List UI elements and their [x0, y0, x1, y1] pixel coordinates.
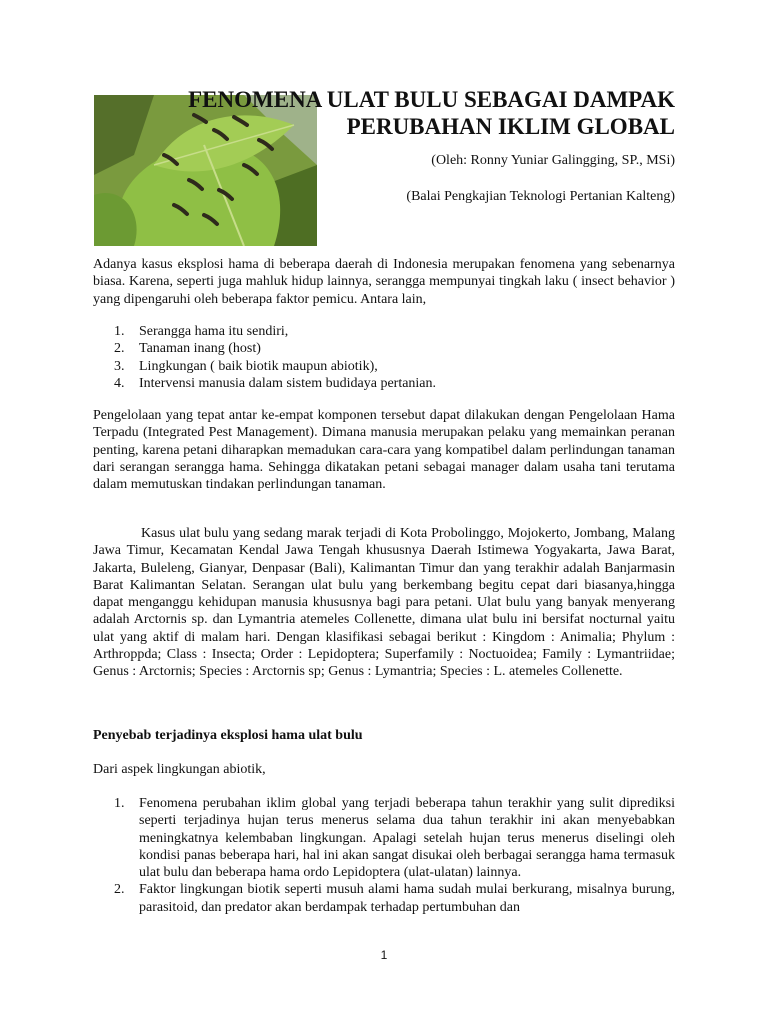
list-item: [93, 323, 675, 340]
list-number: 3.: [114, 358, 125, 374]
intro-paragraph: Adanya kasus eksplosi hama di beberapa daerah di Indonesia merupakan fenomena yang sebenarnya biasa. Karena, seperti juga mahluk hidup lainnya, serangga mempunyai tingkah laku ( insect behavior ) yang dipengaruhi oleh beberapa faktor pemicu. Antara lain,: [93, 257, 675, 307]
cause-list: [93, 795, 675, 916]
list-number: 2.: [114, 341, 125, 357]
author-line: (Oleh: Ronny Yuniar Galingging, SP., MSi): [431, 153, 675, 168]
list-item: [93, 358, 675, 375]
list-number: 4.: [114, 375, 125, 391]
list-text: Faktor lingkungan biotik seperti musuh alami hama sudah mulai berkurang, misalnya burung, parasitoid, dan predator akan berdampak terhadap pertumbuhan dan: [139, 882, 675, 915]
list-item: [93, 881, 675, 916]
list-text: Intervensi manusia dalam sistem budidaya pertanian.: [139, 375, 437, 391]
list-number: 1.: [114, 796, 125, 811]
list-item: [93, 340, 675, 357]
list-number: 2.: [114, 882, 125, 898]
section-heading: Penyebab terjadinya eksplosi hama ulat bulu: [93, 728, 363, 743]
list-text: Serangga hama itu sendiri,: [139, 324, 289, 339]
document-title: [160, 86, 675, 140]
factor-list: [93, 323, 675, 392]
list-item: [93, 795, 675, 881]
title-line-1: FENOMENA ULAT BULU SEBAGAI DAMPAK: [188, 87, 675, 112]
title-line-2: PERUBAHAN IKLIM GLOBAL: [346, 114, 675, 139]
abiotic-intro: Dari aspek lingkungan abiotik,: [93, 762, 266, 777]
list-item: [93, 375, 675, 392]
institution-line: (Balai Pengkajian Teknologi Pertanian Kalteng): [406, 189, 675, 204]
list-text: Lingkungan ( baik biotik maupun abiotik),: [139, 358, 378, 374]
management-paragraph: Pengelolaan yang tepat antar ke-empat komponen tersebut dapat dilakukan dengan Pengelolaan Hama Terpadu (Integrated Pest Management). Dimana manusia merupakan pelaku yang memainkan peranan penting, karena petani diharapkan memadukan cara-cara yang kompatibel dalam perlindungan tanaman dari serangan serangga hama. Sehingga dikatakan petani sebagai manager dalam usaha tani terutama dalam memutuskan tindakan perlindungan tanaman.: [93, 408, 675, 493]
list-text: Fenomena perubahan iklim global yang terjadi beberapa tahun terakhir yang sulit diprediksi seperti terjadinya hujan terus menerus selama dua tahun terakhir ini akan menyebabkan meningkatnya kelembaban lingkungan. Apalagi setelah hujan terus menerus diselingi oleh kondisi panas beberapa hari, hal ini akan sangat disukai oleh berbagai serangga hama termasuk ulat bulu dan beberapa hama ordo Lepidoptera (ulat-ulatan) lainnya.: [139, 796, 675, 881]
list-number: 1.: [114, 324, 125, 339]
cases-paragraph: Kasus ulat bulu yang sedang marak terjadi di Kota Probolinggo, Mojokerto, Jombang, Malang Jawa Timur, Kecamatan Kendal Jawa Tengah khususnya Daerah Istimewa Yogyakarta, Jawa Barat, Jakarta, Buleleng, Gianyar, Denpasar (Bali), Kalimantan Timur dan yang terakhir adalah Banjarmasin Barat Kalimantan Selatan. Serangan ulat bulu yang berkembang begitu cepat dari biasanya,hingga dapat menganggu kehidupan manusia khususnya bagi para petani. Ulat bulu yang banyak menyerang adalah Arctornis sp. dan Lymantria atemeles Collenette, dimana ulat bulu ini bersifat nocturnal yaitu ulat yang aktif di malam hari. Dengan klasifikasi sebagai berikut : Kingdom : Animalia; Phylum : Arthroppda; Class : Insecta; Order : Lepidoptera; Superfamily : Noctuoidea; Family : Lymantriidae; Genus : Arctornis; Species : Arctornis sp; Genus : Lymantria; Species : L. atemeles Collenette.: [93, 526, 675, 680]
list-text: Tanaman inang (host): [139, 341, 261, 357]
page-number: 1: [380, 948, 388, 962]
